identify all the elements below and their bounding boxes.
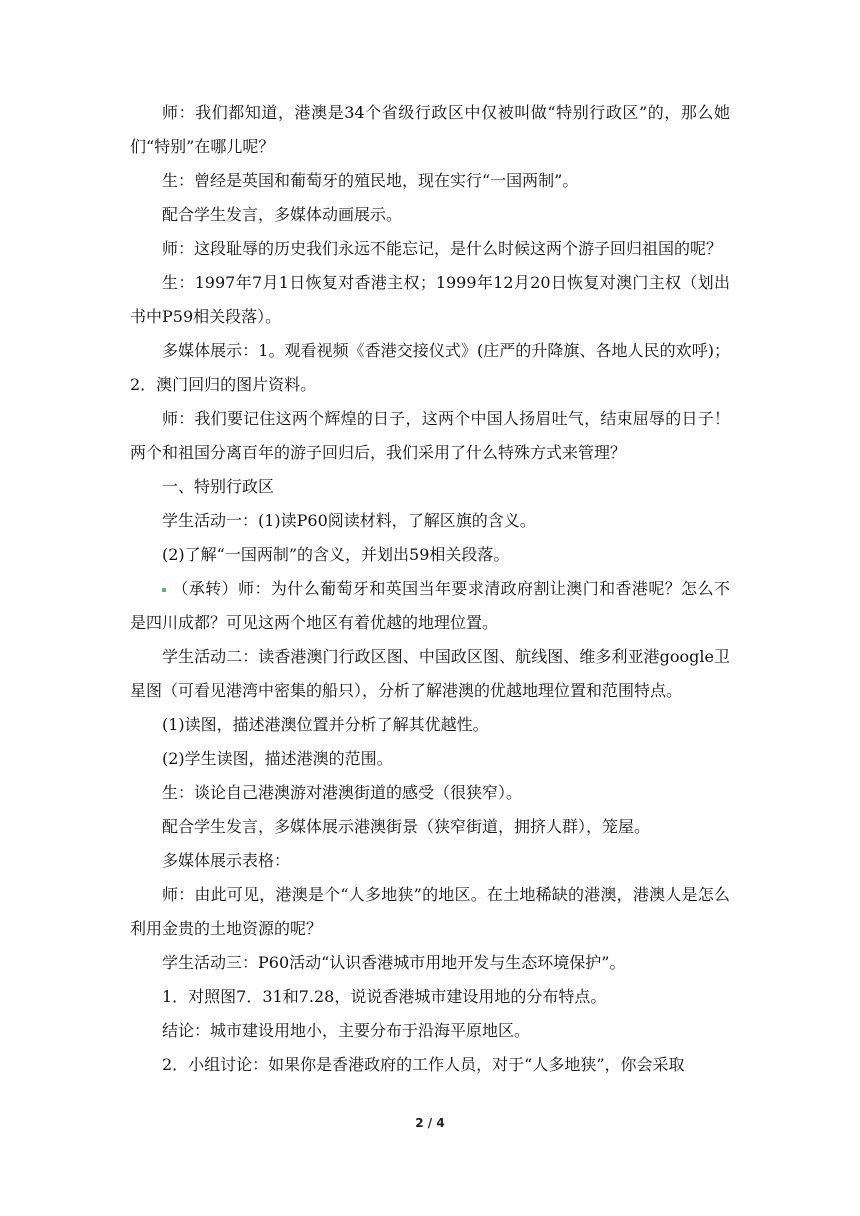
body-text <box>130 96 730 1082</box>
page-number: 2 / 4 <box>415 1116 445 1130</box>
paragraph: (2)学生读图，描述港澳的范围。 <box>162 749 393 768</box>
paragraph: 多媒体展示：1。观看视频《香港交接仪式》(庄严的升降旗、各地人民的欢呼)；2．澳门回归的图片资料。 <box>130 341 730 394</box>
paragraph <box>130 572 730 640</box>
paragraph: 结论：城市建设用地小，主要分布于沿海平原地区。 <box>162 1021 531 1040</box>
paragraph: 配合学生发言，多媒体展示港澳街景（狭窄街道，拥挤人群），笼屋。 <box>162 817 651 836</box>
paragraph: 多媒体展示表格： <box>162 851 291 870</box>
paragraph: 师：由此可见，港澳是个“人多地狭”的地区。在土地稀缺的港澳，港澳人是怎么利用金贵的土地资源的呢？ <box>130 885 730 938</box>
paragraph: 学生活动二：读香港澳门行政区图、中国政区图、航线图、维多利亚港google卫星图（可看见港湾中密集的船只），分析了解港澳的优越地理位置和范围特点。 <box>130 647 730 700</box>
paragraph: 学生活动三：P60活动“认识香港城市用地开发与生态环境保护”。 <box>162 953 626 972</box>
paragraph: (1)读图，描述港澳位置并分析了解其优越性。 <box>162 715 489 734</box>
paragraph: 学生活动一：(1)读P60阅读材料，了解区旗的含义。 <box>162 511 536 530</box>
paragraph: 生：1997年7月1日恢复对香港主权；1999年12月20日恢复对澳门主权（划出书中P59相关段落）。 <box>130 273 730 326</box>
paragraph: 配合学生发言，多媒体动画展示。 <box>162 205 403 224</box>
bullet-marker-icon <box>162 588 166 592</box>
paragraph: 1．对照图7．31和7.28，说说香港城市建设用地的分布特点。 <box>162 987 607 1006</box>
paragraph: 生：谈论自己港澳游对港澳街道的感受（很狭窄）。 <box>162 783 523 802</box>
section-heading: 一、特别行政区 <box>162 477 275 496</box>
paragraph: 师：我们都知道，港澳是34个省级行政区中仅被叫做“特别行政区”的，那么她们“特别”在哪儿呢？ <box>130 103 730 156</box>
paragraph: 师：这段耻辱的历史我们永远不能忘记，是什么时候这两个游子回归祖国的呢？ <box>162 239 723 258</box>
paragraph: 生：曾经是英国和葡萄牙的殖民地，现在实行“一国两制”。 <box>162 171 579 190</box>
paragraph: 师：我们要记住这两个辉煌的日子，这两个中国人扬眉吐气，结束屈辱的日子！两个和祖国分离百年的游子回归后，我们采用了什么特殊方式来管理？ <box>130 409 730 462</box>
paragraph: (2)了解“一国两制”的含义，并划出59相关段落。 <box>162 545 510 564</box>
paragraph: 2．小组讨论：如果你是香港政府的工作人员，对于“人多地狭”，你会采取 <box>162 1055 685 1074</box>
paragraph-text: （承转）师：为什么葡萄牙和英国当年要求清政府割让澳门和香港呢？怎么不是四川成都？可见这两个地区有着优越的地理位置。 <box>130 579 730 632</box>
